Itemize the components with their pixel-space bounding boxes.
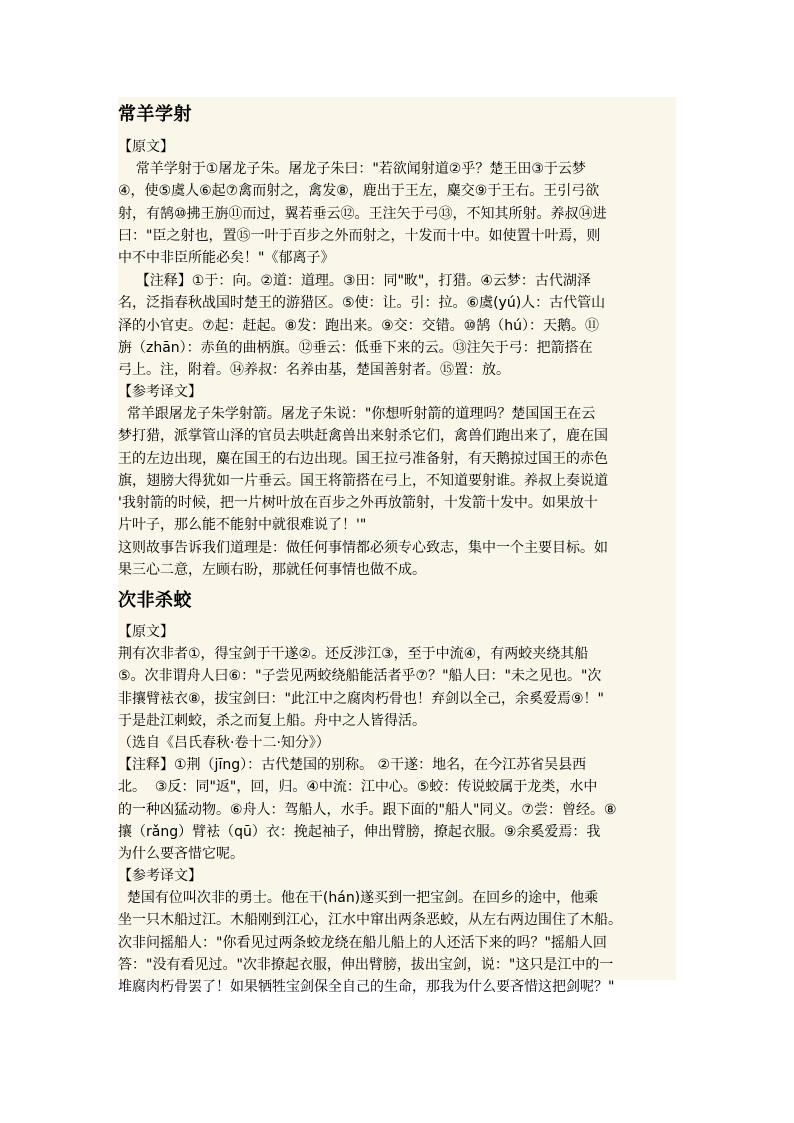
- text-line: 常羊跟屠龙子朱学射箭。屠龙子朱说："你想听射箭的道理吗？楚国国王在云: [118, 406, 596, 422]
- text-line: 答："没有看见过。"次非撩起衣服，伸出臂膀，拔出宝剑，说："这只是江中的一: [118, 956, 614, 973]
- section1-translation-label: 【参考译文】: [118, 384, 202, 400]
- text-line: 旃（zhān）：赤鱼的曲柄旗。⑫垂云：低垂下来的云。⑬注矢于弓：把箭搭在: [118, 339, 593, 356]
- section1-translation-text: [118, 403, 676, 537]
- text-line: 果三心二意，左顾右盼，那就任何事情也做不成。: [118, 562, 426, 579]
- section2-translation-label: 【参考译文】: [118, 868, 202, 884]
- text-line: 荆有次非者①，得宝剑于干遂②。还反涉江③，至于中流④，有两蛟夹绕其船: [118, 646, 589, 662]
- section1-title: 常羊学射: [118, 104, 192, 125]
- section2-original-text: [118, 643, 676, 732]
- text-line: 堆腐肉朽骨罢了！如果牺牲宝剑保全自己的生命，那我为什么要吝惜这把剑呢？": [118, 979, 615, 996]
- text-line: 片叶子，那么能不能射中就很难说了！'": [118, 517, 367, 534]
- section1-notes: [118, 270, 676, 381]
- section2-title: 次非杀蛟: [118, 590, 192, 611]
- text-line: 弓上。注，附着。⑭养叔：名养由基，楚国善射者。⑮置：放。: [118, 362, 510, 379]
- text-line: 旗，翅膀大得犹如一片垂云。国王将箭搭在弓上，不知道要射谁。养叔上奏说道: [118, 472, 608, 489]
- text-line: 的一种凶猛动物。⑥舟人：驾船人，水手。跟下面的"船人"同义。⑦尝：曾经。⑧: [118, 801, 617, 818]
- text-line: 泽的小官吏。⑦起：赶起。⑧发：跑出来。⑨交：交错。⑩鹄（hú）：天鹅。⑪: [118, 317, 599, 334]
- text-line: ⑤。次非谓舟人曰⑥："子尝见两蛟绕船能活者乎⑦？"船人曰："未之见也。"次: [118, 668, 602, 685]
- text-line: '我射箭的时候，把一片树叶放在百步之外再放箭射，十发箭十发中。如果放十: [118, 495, 598, 512]
- section1-original-text: [118, 158, 676, 269]
- section1-original-label: 【原文】: [118, 139, 174, 155]
- section2-original-label: 【原文】: [118, 624, 174, 640]
- section2-translation-text: [118, 887, 676, 998]
- text-line: 楚国有位叫次非的勇士。他在干(hán)遂买到一把宝剑。在回乡的途中，他乘: [118, 890, 599, 906]
- text-line: 这则故事告诉我们道理是：做任何事情都必须专心致志，集中一个主要目标。如: [118, 540, 608, 556]
- text-line: 中不中非臣所能必矣！"《郁离子》: [118, 250, 335, 267]
- section2-notes: [118, 754, 676, 865]
- text-line: 【注释】①荆（jīng）：古代楚国的别称。 ②干遂：地名，在今江苏省吴县西: [118, 757, 587, 773]
- text-line: 北。 ③反：同"返"，回，归。④中流：江中心。⑤蛟：传说蛟属于龙类，水中: [118, 779, 598, 796]
- text-line: 常羊学射于①屠龙子朱。屠龙子朱曰："若欲闻射道②乎？楚王田③于云梦: [118, 161, 586, 177]
- text-line: ④，使⑤虞人⑥起⑦禽而射之，禽发⑧，鹿出于王左，麋交⑨于王右。王引弓欲: [118, 183, 600, 200]
- text-line: 射，有鹄⑩拂王旃⑪而过，翼若垂云⑫。王注矢于弓⑬，不知其所射。养叔⑭进: [118, 205, 607, 222]
- section1-moral: [118, 537, 676, 582]
- text-line: 于是赴江刺蛟，杀之而复上船。舟中之人皆得活。: [118, 712, 426, 729]
- text-line: 攘（rǎng）臂袪（qū）衣：挽起袖子，伸出臂膀，撩起衣服。⑨余奚爱焉：我: [118, 823, 601, 840]
- text-line: 【注释】①于：向。②道：道理。③田：同"畋"，打猎。④云梦：古代湖泽: [118, 273, 591, 289]
- text-line: 为什么要吝惜它呢。: [118, 846, 244, 863]
- section2-source: （选自《吕氏春秋·卷十二·知分》）: [118, 735, 330, 751]
- text-line: 王的左边出现，麋在国王的右边出现。国王拉弓准备射，有天鹅掠过国王的赤色: [118, 450, 608, 467]
- text-line: 非攘臂袪衣⑧，拔宝剑曰："此江中之腐肉朽骨也！弃剑以全己，余奚爱焉⑨！": [118, 690, 604, 707]
- text-line: 次非问摇船人："你看见过两条蛟龙绕在船儿船上的人还活下来的吗？"摇船人回: [118, 934, 607, 951]
- text-line: 坐一只木船过江。木船刚到江心，江水中窜出两条恶蛟，从左右两边围住了木船。: [118, 912, 622, 929]
- text-line: 梦打猎，派掌管山泽的官员去哄赶禽兽出来射杀它们，禽兽们跑出来了，鹿在国: [118, 428, 608, 445]
- text-line: 曰："臣之射也，置⑮一叶于百步之外而射之，十发而十中。如使置十叶焉，则: [118, 227, 601, 244]
- text-line: 名，泛指春秋战国时楚王的游猎区。⑤使：让。引：拉。⑥虞(yú)人：古代管山: [118, 295, 606, 312]
